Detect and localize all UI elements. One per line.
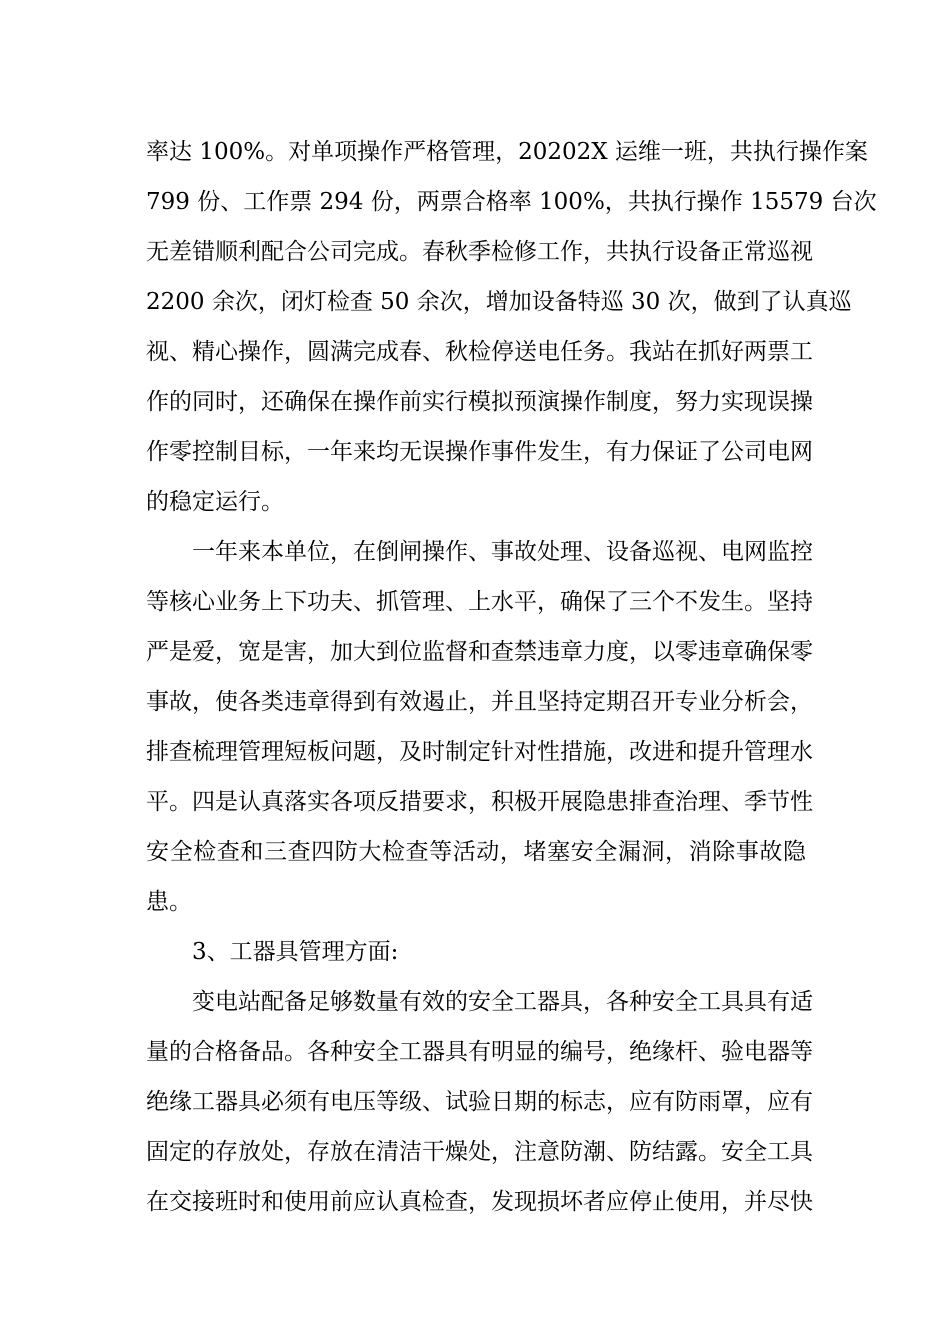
paragraph-line: 一年来本单位，在倒闸操作、事故处理、设备巡视、电网监控	[192, 539, 813, 565]
paragraph-line: 排查梳理管理短板问题，及时制定针对性措施，改进和提升管理水	[146, 739, 813, 765]
paragraph-line: 平。四是认真落实各项反措要求，积极开展隐患排查治理、季节性	[146, 789, 813, 815]
paragraph-line: 无差错顺利配合公司完成。春秋季检修工作，共执行设备正常巡视	[146, 239, 813, 265]
paragraph-line: 视、精心操作，圆满完成春、秋检停送电任务。我站在抓好两票工	[146, 339, 813, 365]
paragraph-line: 等核心业务上下功夫、抓管理、上水平，确保了三个不发生。坚持	[146, 589, 813, 615]
paragraph-line: 安全检查和三查四防大检查等活动，堵塞安全漏洞，消除事故隐	[146, 839, 806, 865]
paragraph-line: 固定的存放处，存放在清洁干燥处，注意防潮、防结露。安全工具	[146, 1139, 813, 1165]
paragraph-line: 绝缘工器具必须有电压等级、试验日期的标志，应有防雨罩，应有	[146, 1089, 813, 1115]
paragraph-line: 的稳定运行。	[146, 489, 284, 515]
paragraph-line: 在交接班时和使用前应认真检查，发现损坏者应停止使用，并尽快	[146, 1189, 813, 1215]
paragraph-line: 事故，使各类违章得到有效遏止，并且坚持定期召开专业分析会，	[146, 689, 813, 715]
paragraph-line: 799 份、工作票 294 份，两票合格率 100%，共执行操作 15579 台次	[146, 189, 877, 215]
paragraph-line: 作的同时，还确保在操作前实行模拟预演操作制度，努力实现误操	[146, 389, 813, 415]
paragraph-line: 率达 100%。对单项操作严格管理，20202X 运维一班，共执行操作案	[146, 139, 868, 165]
paragraph-line: 2200 余次，闭灯检查 50 余次，增加设备特巡 30 次，做到了认真巡	[146, 289, 852, 315]
section-heading: 3、工器具管理方面:	[192, 939, 399, 965]
paragraph-line: 作零控制目标，一年来均无误操作事件发生，有力保证了公司电网	[146, 439, 813, 465]
paragraph-line: 严是爱，宽是害，加大到位监督和查禁违章力度，以零违章确保零	[146, 639, 813, 665]
paragraph-line: 变电站配备足够数量有效的安全工器具，各种安全工具具有适	[192, 989, 813, 1015]
paragraph-line: 患。	[146, 889, 192, 915]
paragraph-line: 量的合格备品。各种安全工器具有明显的编号，绝缘杆、验电器等	[146, 1039, 813, 1065]
